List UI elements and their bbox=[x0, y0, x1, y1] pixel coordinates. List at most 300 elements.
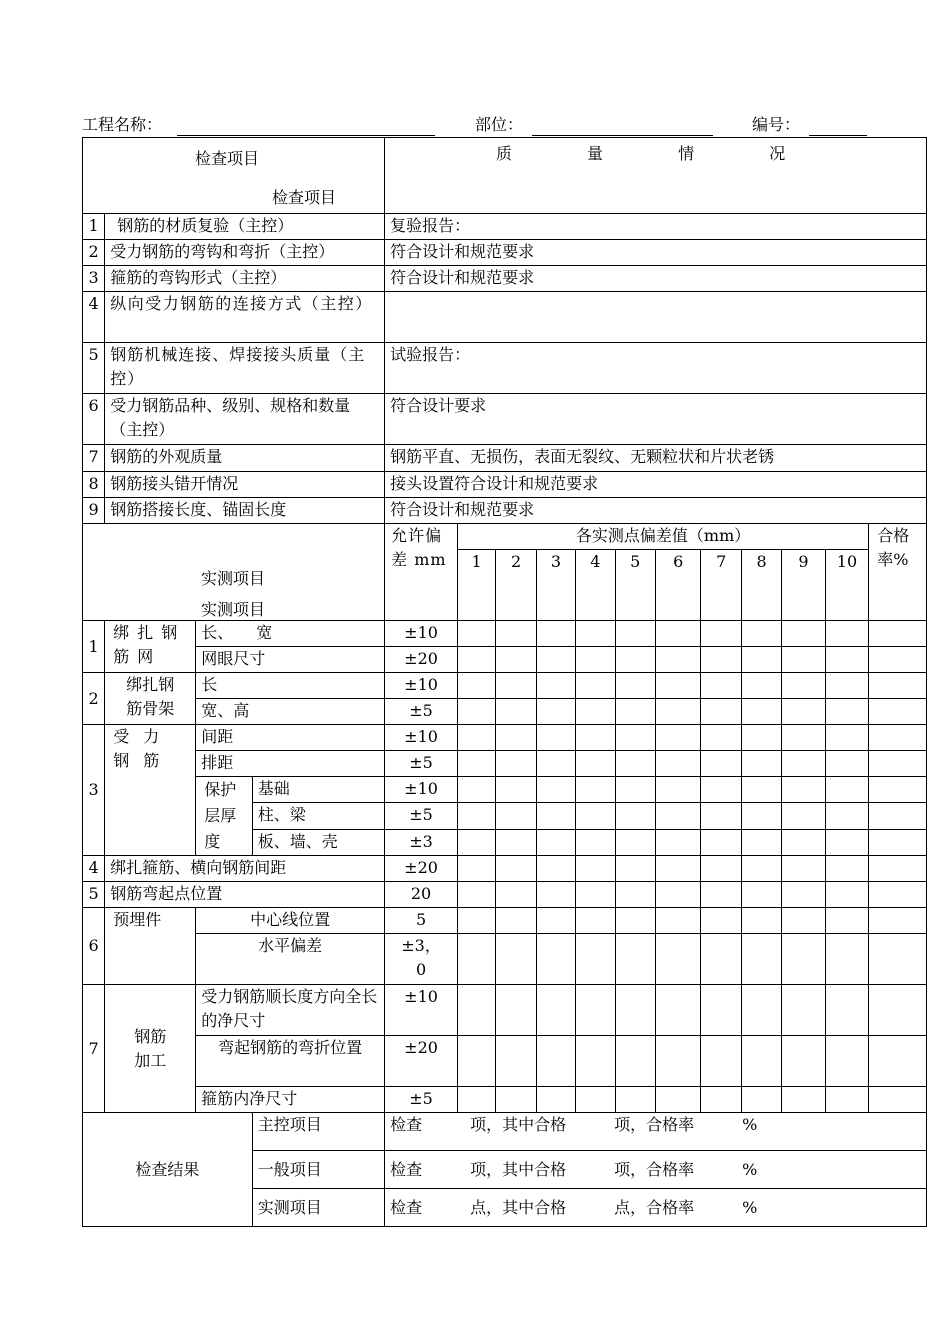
point-cell[interactable] bbox=[655, 725, 700, 751]
check-item: 钢筋机械连接、焊接接头质量（主控） bbox=[105, 343, 385, 394]
point-cell[interactable] bbox=[615, 829, 655, 855]
part-field[interactable] bbox=[532, 135, 713, 136]
point-cell[interactable] bbox=[741, 1036, 781, 1087]
measure-item: 钢筋弯起点位置 bbox=[105, 882, 385, 908]
pass-rate-cell[interactable] bbox=[869, 908, 927, 934]
measure-group: 受力钢筋 bbox=[105, 725, 196, 856]
point-cell[interactable] bbox=[536, 934, 575, 985]
measure-item: 受力钢筋顺长度方向全长的净尺寸 bbox=[196, 985, 385, 1036]
point-cell[interactable] bbox=[536, 725, 575, 751]
point-cell[interactable] bbox=[576, 1087, 615, 1113]
point-cell[interactable] bbox=[701, 934, 741, 985]
point-cell[interactable] bbox=[457, 1036, 495, 1087]
point-cell[interactable] bbox=[825, 934, 868, 985]
point-cell[interactable] bbox=[782, 856, 825, 882]
point-cell[interactable] bbox=[782, 934, 825, 985]
number-field[interactable] bbox=[809, 135, 867, 136]
point-cell[interactable] bbox=[825, 725, 868, 751]
point-cell[interactable] bbox=[536, 1087, 575, 1113]
point-cell[interactable] bbox=[782, 699, 825, 725]
point-cell[interactable] bbox=[825, 882, 868, 908]
point-cell[interactable] bbox=[496, 856, 536, 882]
measure-item: 绑扎箍筋、横向钢筋间距 bbox=[105, 856, 385, 882]
point-cell[interactable] bbox=[496, 725, 536, 751]
tolerance-value: 20 bbox=[385, 882, 458, 908]
point-cell[interactable] bbox=[615, 985, 655, 1036]
point-header: 4 bbox=[576, 550, 615, 621]
row-number: 1 bbox=[83, 214, 105, 240]
point-cell[interactable] bbox=[496, 829, 536, 855]
point-cell[interactable] bbox=[741, 803, 781, 829]
row-number: 5 bbox=[83, 882, 105, 908]
point-cell[interactable] bbox=[701, 882, 741, 908]
point-cell[interactable] bbox=[496, 673, 536, 699]
point-cell[interactable] bbox=[536, 751, 575, 777]
point-cell[interactable] bbox=[576, 908, 615, 934]
point-cell[interactable] bbox=[457, 699, 495, 725]
result-text[interactable]: 检查 项，其中合格 项，合格率 % bbox=[385, 1151, 927, 1189]
point-cell[interactable] bbox=[457, 856, 495, 882]
tolerance-value: ±20 bbox=[385, 856, 458, 882]
pass-rate-cell[interactable] bbox=[869, 751, 927, 777]
point-cell[interactable] bbox=[655, 1087, 700, 1113]
check-item: 箍筋的弯钩形式（主控） bbox=[105, 266, 385, 292]
measure-item: 长 bbox=[196, 673, 385, 699]
point-cell[interactable] bbox=[496, 1036, 536, 1087]
table-row bbox=[83, 343, 927, 394]
tolerance-value: 5 bbox=[385, 908, 458, 934]
point-cell[interactable] bbox=[782, 673, 825, 699]
point-cell[interactable] bbox=[457, 725, 495, 751]
row-number: 1 bbox=[83, 621, 105, 673]
check-item-label-bottom: 检查项目 bbox=[272, 187, 337, 207]
table-row bbox=[83, 240, 927, 266]
point-cell[interactable] bbox=[576, 647, 615, 673]
point-cell[interactable] bbox=[576, 934, 615, 985]
row-number: 7 bbox=[83, 445, 105, 472]
point-cell[interactable] bbox=[701, 1087, 741, 1113]
check-item-label-top: 检查项目 bbox=[195, 148, 260, 168]
point-cell[interactable] bbox=[576, 985, 615, 1036]
table-row bbox=[83, 472, 927, 498]
tolerance-value: ±10 bbox=[385, 985, 458, 1036]
point-cell[interactable] bbox=[825, 908, 868, 934]
point-cell[interactable] bbox=[741, 985, 781, 1036]
measure-row bbox=[83, 725, 927, 751]
measure-row bbox=[83, 777, 927, 803]
pass-rate-cell[interactable] bbox=[869, 725, 927, 751]
point-header: 5 bbox=[615, 550, 655, 621]
point-cell[interactable] bbox=[825, 829, 868, 855]
point-cell[interactable] bbox=[655, 751, 700, 777]
point-cell[interactable] bbox=[576, 882, 615, 908]
quality-value[interactable]: 符合设计和规范要求 bbox=[385, 498, 927, 524]
point-cell[interactable] bbox=[741, 856, 781, 882]
tolerance-value: ±3，0 bbox=[385, 934, 458, 985]
point-cell[interactable] bbox=[576, 751, 615, 777]
point-cell[interactable] bbox=[825, 803, 868, 829]
pass-rate-cell[interactable] bbox=[869, 673, 927, 699]
point-cell[interactable] bbox=[576, 777, 615, 803]
pass-rate-cell[interactable] bbox=[869, 856, 927, 882]
point-header: 8 bbox=[741, 550, 781, 621]
point-cell[interactable] bbox=[782, 751, 825, 777]
point-cell[interactable] bbox=[655, 985, 700, 1036]
point-cell[interactable] bbox=[536, 647, 575, 673]
point-cell[interactable] bbox=[536, 777, 575, 803]
point-cell[interactable] bbox=[536, 621, 575, 647]
quality-value[interactable] bbox=[385, 292, 927, 343]
quality-value[interactable]: 试验报告： bbox=[385, 343, 927, 394]
point-cell[interactable] bbox=[741, 908, 781, 934]
row-number: 4 bbox=[83, 292, 105, 343]
point-cell[interactable] bbox=[825, 673, 868, 699]
measure-item: 水平偏差 bbox=[196, 934, 385, 985]
point-cell[interactable] bbox=[615, 621, 655, 647]
pass-rate-cell[interactable] bbox=[869, 882, 927, 908]
quality-value[interactable]: 钢筋平直、无损伤，表面无裂纹、无颗粒状和片状老锈 bbox=[385, 445, 927, 472]
point-cell[interactable] bbox=[457, 673, 495, 699]
point-cell[interactable] bbox=[496, 1087, 536, 1113]
tolerance-value: ±3 bbox=[385, 829, 458, 855]
point-cell[interactable] bbox=[615, 1087, 655, 1113]
point-cell[interactable] bbox=[782, 647, 825, 673]
check-item: 钢筋的材质复验（主控） bbox=[105, 214, 385, 240]
point-cell[interactable] bbox=[615, 882, 655, 908]
point-cell[interactable] bbox=[782, 777, 825, 803]
result-item: 主控项目 bbox=[252, 1113, 384, 1151]
point-cell[interactable] bbox=[655, 934, 700, 985]
point-cell[interactable] bbox=[655, 908, 700, 934]
point-cell[interactable] bbox=[576, 829, 615, 855]
point-cell[interactable] bbox=[457, 777, 495, 803]
point-cell[interactable] bbox=[655, 777, 700, 803]
pass-rate-cell[interactable] bbox=[869, 1036, 927, 1087]
point-cell[interactable] bbox=[457, 621, 495, 647]
pass-rate-cell[interactable] bbox=[869, 647, 927, 673]
tolerance-value: ±10 bbox=[385, 673, 458, 699]
point-cell[interactable] bbox=[615, 803, 655, 829]
point-cell[interactable] bbox=[782, 1087, 825, 1113]
point-cell[interactable] bbox=[825, 777, 868, 803]
point-cell[interactable] bbox=[701, 621, 741, 647]
point-cell[interactable] bbox=[576, 699, 615, 725]
project-name-label: 工程名称： bbox=[82, 115, 163, 134]
tolerance-value: ±10 bbox=[385, 621, 458, 647]
inspection-table bbox=[82, 137, 927, 1227]
measure-group: 绑扎钢筋网 bbox=[105, 621, 196, 673]
point-cell[interactable] bbox=[655, 647, 700, 673]
quality-label: 质 量 情 况 bbox=[495, 144, 816, 163]
results-label: 检查结果 bbox=[83, 1113, 253, 1227]
point-cell[interactable] bbox=[741, 751, 781, 777]
part-label: 部位： bbox=[475, 115, 524, 134]
point-cell[interactable] bbox=[782, 882, 825, 908]
result-text[interactable]: 检查 项，其中合格 项，合格率 % bbox=[385, 1113, 927, 1151]
point-cell[interactable] bbox=[825, 985, 868, 1036]
point-cell[interactable] bbox=[615, 751, 655, 777]
point-cell[interactable] bbox=[655, 673, 700, 699]
point-cell[interactable] bbox=[741, 725, 781, 751]
pass-rate-cell[interactable] bbox=[869, 621, 927, 647]
point-cell[interactable] bbox=[741, 699, 781, 725]
row-number: 9 bbox=[83, 498, 105, 524]
point-cell[interactable] bbox=[615, 699, 655, 725]
quality-header bbox=[385, 138, 927, 214]
point-cell[interactable] bbox=[701, 908, 741, 934]
point-cell[interactable] bbox=[615, 725, 655, 751]
pass-rate-cell[interactable] bbox=[869, 985, 927, 1036]
table-row bbox=[83, 445, 927, 472]
point-cell[interactable] bbox=[536, 829, 575, 855]
measure-group: 绑扎钢筋骨架 bbox=[105, 673, 196, 725]
pass-rate-cell[interactable] bbox=[869, 934, 927, 985]
point-cell[interactable] bbox=[457, 1087, 495, 1113]
measure-row bbox=[83, 621, 927, 647]
point-cell[interactable] bbox=[825, 699, 868, 725]
point-cell[interactable] bbox=[782, 621, 825, 647]
table-row bbox=[83, 498, 927, 524]
point-cell[interactable] bbox=[701, 777, 741, 803]
pass-rate-cell[interactable] bbox=[869, 1087, 927, 1113]
table-row bbox=[83, 292, 927, 343]
measure-group: 预埋件 bbox=[105, 908, 196, 985]
check-item: 受力钢筋品种、级别、规格和数量（主控） bbox=[105, 394, 385, 445]
tolerance-value: ±5 bbox=[385, 1087, 458, 1113]
point-cell[interactable] bbox=[496, 803, 536, 829]
point-cell[interactable] bbox=[825, 647, 868, 673]
measure-group: 钢筋加工 bbox=[105, 985, 196, 1113]
point-cell[interactable] bbox=[825, 1036, 868, 1087]
point-cell[interactable] bbox=[536, 803, 575, 829]
tolerance-value: ±20 bbox=[385, 1036, 458, 1087]
point-cell[interactable] bbox=[496, 621, 536, 647]
result-item: 实测项目 bbox=[252, 1189, 384, 1227]
row-number: 2 bbox=[83, 673, 105, 725]
row-number: 6 bbox=[83, 394, 105, 445]
point-cell[interactable] bbox=[615, 777, 655, 803]
project-name-field[interactable] bbox=[177, 135, 435, 136]
point-cell[interactable] bbox=[741, 621, 781, 647]
measure-item: 排距 bbox=[196, 751, 385, 777]
tolerance-value: ±10 bbox=[385, 725, 458, 751]
measure-item-header bbox=[83, 524, 385, 621]
result-row bbox=[83, 1113, 927, 1151]
quality-value[interactable]: 接头设置符合设计和规范要求 bbox=[385, 472, 927, 498]
measure-row bbox=[83, 647, 927, 673]
measure-row bbox=[83, 751, 927, 777]
quality-value[interactable]: 符合设计要求 bbox=[385, 394, 927, 445]
point-cell[interactable] bbox=[701, 856, 741, 882]
point-cell[interactable] bbox=[536, 882, 575, 908]
point-cell[interactable] bbox=[741, 1087, 781, 1113]
measure-item: 基础 bbox=[252, 777, 384, 803]
measure-row bbox=[83, 856, 927, 882]
tolerance-value: ±5 bbox=[385, 751, 458, 777]
point-cell[interactable] bbox=[782, 829, 825, 855]
quality-value[interactable]: 符合设计和规范要求 bbox=[385, 240, 927, 266]
point-cell[interactable] bbox=[457, 985, 495, 1036]
pass-rate-cell[interactable] bbox=[869, 699, 927, 725]
point-cell[interactable] bbox=[655, 856, 700, 882]
point-cell[interactable] bbox=[782, 725, 825, 751]
number-label: 编号： bbox=[752, 115, 801, 134]
measure-item: 网眼尺寸 bbox=[196, 647, 385, 673]
point-cell[interactable] bbox=[701, 803, 741, 829]
point-cell[interactable] bbox=[536, 856, 575, 882]
point-header: 1 bbox=[457, 550, 495, 621]
measure-row bbox=[83, 1087, 927, 1113]
quality-value[interactable]: 复验报告： bbox=[385, 214, 927, 240]
point-cell[interactable] bbox=[536, 699, 575, 725]
point-cell[interactable] bbox=[655, 882, 700, 908]
point-cell[interactable] bbox=[457, 934, 495, 985]
point-cell[interactable] bbox=[536, 1036, 575, 1087]
point-cell[interactable] bbox=[496, 751, 536, 777]
pass-rate-cell[interactable] bbox=[869, 829, 927, 855]
point-cell[interactable] bbox=[576, 803, 615, 829]
point-cell[interactable] bbox=[741, 673, 781, 699]
point-cell[interactable] bbox=[782, 803, 825, 829]
row-number: 3 bbox=[83, 725, 105, 856]
point-cell[interactable] bbox=[615, 1036, 655, 1087]
point-header: 6 bbox=[655, 550, 700, 621]
point-cell[interactable] bbox=[701, 673, 741, 699]
tolerance-value: ±10 bbox=[385, 777, 458, 803]
point-cell[interactable] bbox=[496, 985, 536, 1036]
point-cell[interactable] bbox=[615, 934, 655, 985]
check-item: 受力钢筋的弯钩和弯折（主控） bbox=[105, 240, 385, 266]
measure-item: 板、墙、壳 bbox=[252, 829, 384, 855]
row-number: 2 bbox=[83, 240, 105, 266]
point-cell[interactable] bbox=[576, 856, 615, 882]
check-item: 钢筋搭接长度、锚固长度 bbox=[105, 498, 385, 524]
point-cell[interactable] bbox=[701, 829, 741, 855]
measure-row bbox=[83, 985, 927, 1036]
point-cell[interactable] bbox=[536, 908, 575, 934]
point-cell[interactable] bbox=[825, 621, 868, 647]
point-cell[interactable] bbox=[741, 934, 781, 985]
point-cell[interactable] bbox=[825, 856, 868, 882]
point-cell[interactable] bbox=[457, 829, 495, 855]
point-cell[interactable] bbox=[496, 934, 536, 985]
point-cell[interactable] bbox=[741, 829, 781, 855]
measure-item: 柱、梁 bbox=[252, 803, 384, 829]
point-cell[interactable] bbox=[741, 777, 781, 803]
point-cell[interactable] bbox=[782, 908, 825, 934]
point-cell[interactable] bbox=[457, 751, 495, 777]
tolerance-header: 允许偏差 mm bbox=[385, 524, 458, 621]
point-cell[interactable] bbox=[655, 621, 700, 647]
point-cell[interactable] bbox=[615, 673, 655, 699]
pass-rate-header: 合格率% bbox=[869, 524, 927, 621]
measure-label-1: 实测项目 bbox=[201, 569, 266, 588]
pass-rate-cell[interactable] bbox=[869, 777, 927, 803]
point-cell[interactable] bbox=[825, 1087, 868, 1113]
row-number: 6 bbox=[83, 908, 105, 985]
tolerance-value: ±5 bbox=[385, 803, 458, 829]
measure-item: 宽、高 bbox=[196, 699, 385, 725]
point-cell[interactable] bbox=[655, 829, 700, 855]
point-cell[interactable] bbox=[701, 751, 741, 777]
point-cell[interactable] bbox=[741, 882, 781, 908]
result-item: 一般项目 bbox=[252, 1151, 384, 1189]
row-number: 7 bbox=[83, 985, 105, 1113]
tolerance-value: ±5 bbox=[385, 699, 458, 725]
point-cell[interactable] bbox=[576, 725, 615, 751]
measure-item: 间距 bbox=[196, 725, 385, 751]
point-cell[interactable] bbox=[576, 621, 615, 647]
point-cell[interactable] bbox=[496, 908, 536, 934]
row-number: 3 bbox=[83, 266, 105, 292]
point-header: 7 bbox=[701, 550, 741, 621]
point-cell[interactable] bbox=[576, 673, 615, 699]
point-cell[interactable] bbox=[701, 985, 741, 1036]
point-cell[interactable] bbox=[496, 777, 536, 803]
row-number: 8 bbox=[83, 472, 105, 498]
point-cell[interactable] bbox=[701, 699, 741, 725]
point-cell[interactable] bbox=[496, 699, 536, 725]
check-item: 纵向受力钢筋的连接方式（主控） bbox=[105, 292, 385, 343]
result-text[interactable]: 检查 点，其中合格 点，合格率 % bbox=[385, 1189, 927, 1227]
check-item: 钢筋的外观质量 bbox=[105, 445, 385, 472]
point-cell[interactable] bbox=[457, 803, 495, 829]
point-cell[interactable] bbox=[782, 1036, 825, 1087]
quality-value[interactable]: 符合设计和规范要求 bbox=[385, 266, 927, 292]
point-cell[interactable] bbox=[457, 882, 495, 908]
point-cell[interactable] bbox=[496, 647, 536, 673]
point-cell[interactable] bbox=[615, 908, 655, 934]
table-row bbox=[83, 266, 927, 292]
cover-thickness-label: 保护层厚度 bbox=[196, 777, 253, 856]
point-cell[interactable] bbox=[655, 803, 700, 829]
point-cell[interactable] bbox=[536, 673, 575, 699]
row-number: 5 bbox=[83, 343, 105, 394]
point-cell[interactable] bbox=[457, 908, 495, 934]
point-cell[interactable] bbox=[741, 647, 781, 673]
measure-row bbox=[83, 1036, 927, 1087]
point-cell[interactable] bbox=[576, 1036, 615, 1087]
point-cell[interactable] bbox=[655, 699, 700, 725]
measure-item: 箍筋内净尺寸 bbox=[196, 1087, 385, 1113]
point-cell[interactable] bbox=[701, 1036, 741, 1087]
measure-item: 中心线位置 bbox=[196, 908, 385, 934]
point-cell[interactable] bbox=[536, 985, 575, 1036]
deviation-header: 各实测点偏差值（mm） bbox=[457, 524, 868, 550]
point-header: 9 bbox=[782, 550, 825, 621]
pass-rate-cell[interactable] bbox=[869, 803, 927, 829]
measure-item: 弯起钢筋的弯折位置 bbox=[196, 1036, 385, 1087]
point-header: 3 bbox=[536, 550, 575, 621]
point-cell[interactable] bbox=[655, 1036, 700, 1087]
point-cell[interactable] bbox=[701, 725, 741, 751]
point-cell[interactable] bbox=[457, 647, 495, 673]
point-cell[interactable] bbox=[782, 985, 825, 1036]
tolerance-value: ±20 bbox=[385, 647, 458, 673]
table-row bbox=[83, 394, 927, 445]
point-cell[interactable] bbox=[701, 647, 741, 673]
measure-row bbox=[83, 882, 927, 908]
measure-item: 长、 宽 bbox=[196, 621, 385, 647]
point-cell[interactable] bbox=[615, 856, 655, 882]
point-cell[interactable] bbox=[496, 882, 536, 908]
point-cell[interactable] bbox=[825, 751, 868, 777]
point-header: 2 bbox=[496, 550, 536, 621]
measure-row bbox=[83, 934, 927, 985]
row-number: 4 bbox=[83, 856, 105, 882]
check-item-header bbox=[83, 138, 385, 214]
point-cell[interactable] bbox=[615, 647, 655, 673]
